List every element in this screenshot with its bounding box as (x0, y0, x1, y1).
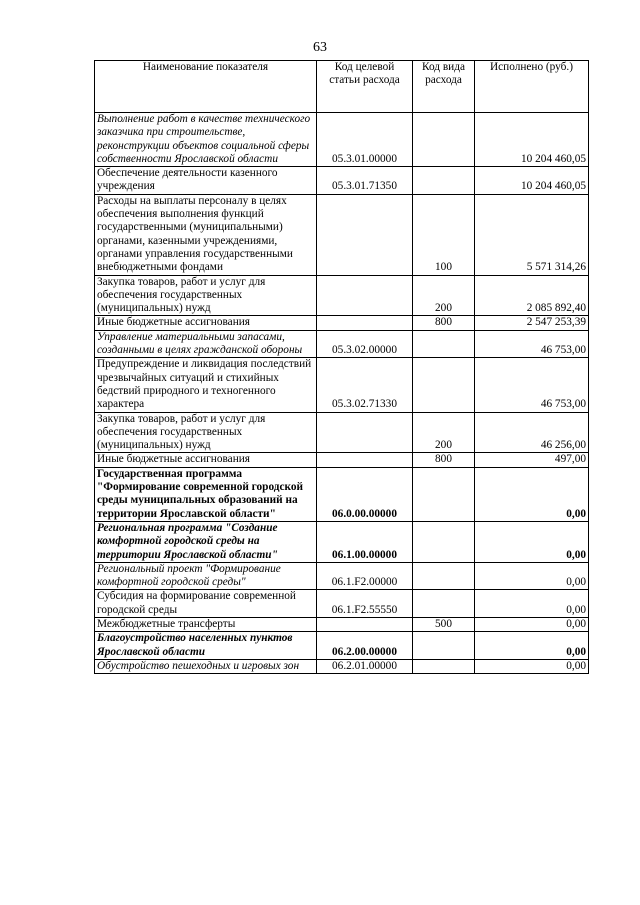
cell-kind: 800 (413, 453, 475, 467)
table-row (95, 659, 589, 673)
table-row (95, 330, 589, 358)
cell-amount: 0,00 (475, 617, 589, 631)
header-amount: Исполнено (руб.) (475, 61, 589, 113)
cell-code: 06.1.00.00000 (317, 521, 413, 562)
cell-amount: 0,00 (475, 521, 589, 562)
cell-code: 05.3.02.00000 (317, 330, 413, 358)
cell-code (317, 453, 413, 467)
cell-code: 06.2.00.00000 (317, 632, 413, 660)
cell-kind (413, 521, 475, 562)
cell-amount: 46 753,00 (475, 358, 589, 412)
cell-code (317, 617, 413, 631)
cell-name: Региональная программа "Создание комфортной городской среды на территории Ярославской области" (95, 521, 317, 562)
cell-amount: 10 204 460,05 (475, 113, 589, 167)
table-row (95, 617, 589, 631)
cell-kind (413, 632, 475, 660)
cell-kind (413, 113, 475, 167)
cell-kind (413, 562, 475, 590)
cell-code: 06.1.F2.55550 (317, 590, 413, 618)
cell-code: 05.3.02.71330 (317, 358, 413, 412)
table-row (95, 194, 589, 275)
cell-kind (413, 330, 475, 358)
cell-kind: 500 (413, 617, 475, 631)
cell-name: Государственная программа "Формирование современной городской среды муниципальных образований на территории Ярославской области" (95, 467, 317, 521)
cell-name: Обеспечение деятельности казенного учреждения (95, 167, 317, 195)
table-row (95, 316, 589, 330)
table-row (95, 412, 589, 453)
cell-kind (413, 590, 475, 618)
table-row (95, 453, 589, 467)
table-row (95, 113, 589, 167)
cell-amount: 5 571 314,26 (475, 194, 589, 275)
table-row (95, 590, 589, 618)
cell-amount: 0,00 (475, 467, 589, 521)
cell-name: Расходы на выплаты персоналу в целях обеспечения выполнения функций государственными (муниципальными) органами, казенными учреждениями, органами управления государственными внебюджетными фондами (95, 194, 317, 275)
cell-amount: 10 204 460,05 (475, 167, 589, 195)
cell-name: Благоустройство населенных пунктов Ярославской области (95, 632, 317, 660)
cell-code: 06.1.F2.00000 (317, 562, 413, 590)
header-name: Наименование показателя (95, 61, 317, 113)
cell-kind: 200 (413, 412, 475, 453)
cell-kind (413, 467, 475, 521)
cell-name: Межбюджетные трансферты (95, 617, 317, 631)
table-row (95, 562, 589, 590)
cell-code (317, 275, 413, 316)
table-row (95, 275, 589, 316)
table-row (95, 467, 589, 521)
cell-amount: 0,00 (475, 562, 589, 590)
cell-amount: 0,00 (475, 590, 589, 618)
cell-amount: 46 256,00 (475, 412, 589, 453)
cell-amount: 46 753,00 (475, 330, 589, 358)
cell-code (317, 412, 413, 453)
cell-amount: 497,00 (475, 453, 589, 467)
cell-name: Закупка товаров, работ и услуг для обеспечения государственных (муниципальных) нужд (95, 412, 317, 453)
table-row (95, 632, 589, 660)
cell-kind: 800 (413, 316, 475, 330)
cell-name: Закупка товаров, работ и услуг для обеспечения государственных (муниципальных) нужд (95, 275, 317, 316)
cell-kind (413, 167, 475, 195)
cell-code: 05.3.01.00000 (317, 113, 413, 167)
cell-code (317, 316, 413, 330)
cell-name: Региональный проект "Формирование комфортной городской среды" (95, 562, 317, 590)
cell-code: 06.2.01.00000 (317, 659, 413, 673)
budget-table (94, 60, 589, 674)
table-row (95, 521, 589, 562)
cell-code (317, 194, 413, 275)
cell-name: Предупреждение и ликвидация последствий чрезвычайных ситуаций и стихийных бедствий природного и техногенного характера (95, 358, 317, 412)
cell-name: Выполнение работ в качестве технического заказчика при строительстве, реконструкции объектов социальной сферы собственности Ярославской области (95, 113, 317, 167)
table-row (95, 358, 589, 412)
table-header-row (95, 61, 589, 113)
cell-amount: 2 547 253,39 (475, 316, 589, 330)
header-code: Код целевой статьи расхода (317, 61, 413, 113)
cell-kind (413, 659, 475, 673)
cell-name: Иные бюджетные ассигнования (95, 453, 317, 467)
cell-amount: 0,00 (475, 632, 589, 660)
cell-code: 06.0.00.00000 (317, 467, 413, 521)
cell-code: 05.3.01.71350 (317, 167, 413, 195)
table-row (95, 167, 589, 195)
cell-name: Иные бюджетные ассигнования (95, 316, 317, 330)
cell-name: Субсидия на формирование современной городской среды (95, 590, 317, 618)
cell-name: Обустройство пешеходных и игровых зон (95, 659, 317, 673)
page-number: 63 (313, 40, 327, 55)
header-kind: Код вида расхода (413, 61, 475, 113)
cell-kind: 200 (413, 275, 475, 316)
cell-kind: 100 (413, 194, 475, 275)
cell-kind (413, 358, 475, 412)
cell-amount: 2 085 892,40 (475, 275, 589, 316)
cell-name: Управление материальными запасами, созданными в целях гражданской обороны (95, 330, 317, 358)
cell-amount: 0,00 (475, 659, 589, 673)
